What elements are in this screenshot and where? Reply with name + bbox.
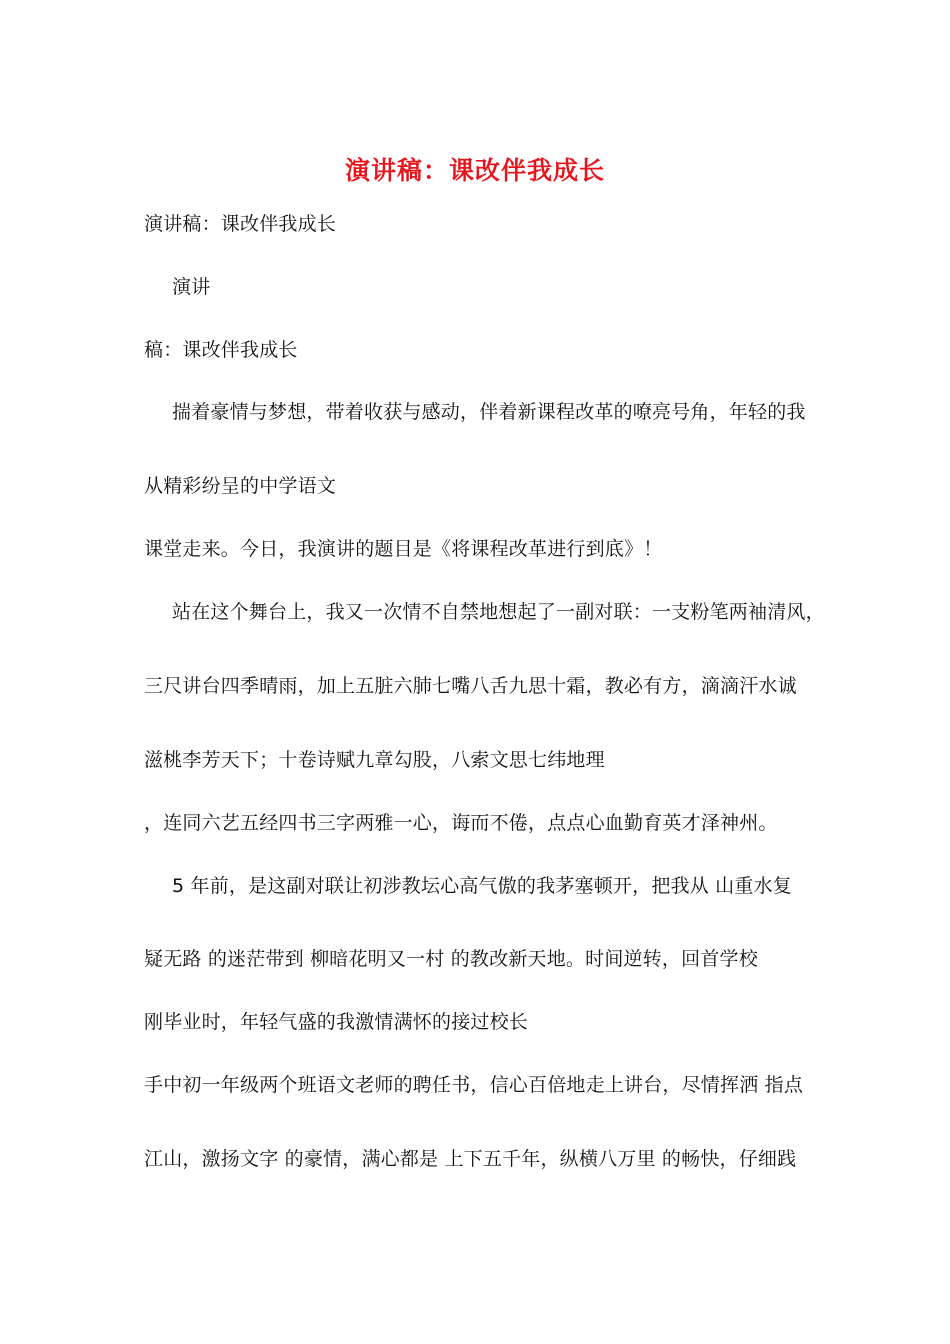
paragraph-line: 5 年前，是这副对联让初涉教坛心高气傲的我茅塞顿开，把我从 山重水复 bbox=[172, 875, 792, 897]
paragraph-line: 演讲 bbox=[172, 276, 211, 298]
paragraph-line: 三尺讲台四季晴雨，加上五脏六肺七嘴八舌九思十霜，教必有方，滴滴汗水诚 bbox=[144, 675, 797, 697]
paragraph-line: 疑无路 的迷茫带到 柳暗花明又一村 的教改新天地。时间逆转，回首学校 bbox=[144, 948, 758, 970]
paragraph-line: 滋桃李芳天下；十卷诗赋九章勾股，八索文思七纬地理 bbox=[144, 749, 605, 771]
paragraph-line: 稿：课改伴我成长 bbox=[144, 339, 298, 361]
paragraph-line: 手中初一年级两个班语文老师的聘任书，信心百倍地走上讲台，尽情挥洒 指点 bbox=[144, 1074, 804, 1096]
document-title: 演讲稿：课改伴我成长 bbox=[344, 156, 605, 185]
paragraph-line: 从精彩纷呈的中学语文 bbox=[144, 475, 337, 497]
paragraph-line: 演讲稿：课改伴我成长 bbox=[144, 213, 337, 235]
paragraph-line: 站在这个舞台上，我又一次情不自禁地想起了一副对联：一支粉笔两袖清风， bbox=[172, 601, 825, 623]
paragraph-line: 课堂走来。今日，我演讲的题目是《将课程改革进行到底》！ bbox=[144, 538, 663, 560]
paragraph-line: 刚毕业时，年轻气盛的我激情满怀的接过校长 bbox=[144, 1011, 529, 1033]
paragraph-line: 江山，激扬文字 的豪情，满心都是 上下五千年，纵横八万里 的畅快，仔细践 bbox=[144, 1148, 797, 1170]
paragraph-line: ，连同六艺五经四书三字两雅一心，诲而不倦，点点心血勤育英才泽神州。 bbox=[144, 812, 778, 834]
paragraph-line: 揣着豪情与梦想，带着收获与感动，伴着新课程改革的嘹亮号角，年轻的我 bbox=[172, 401, 806, 423]
